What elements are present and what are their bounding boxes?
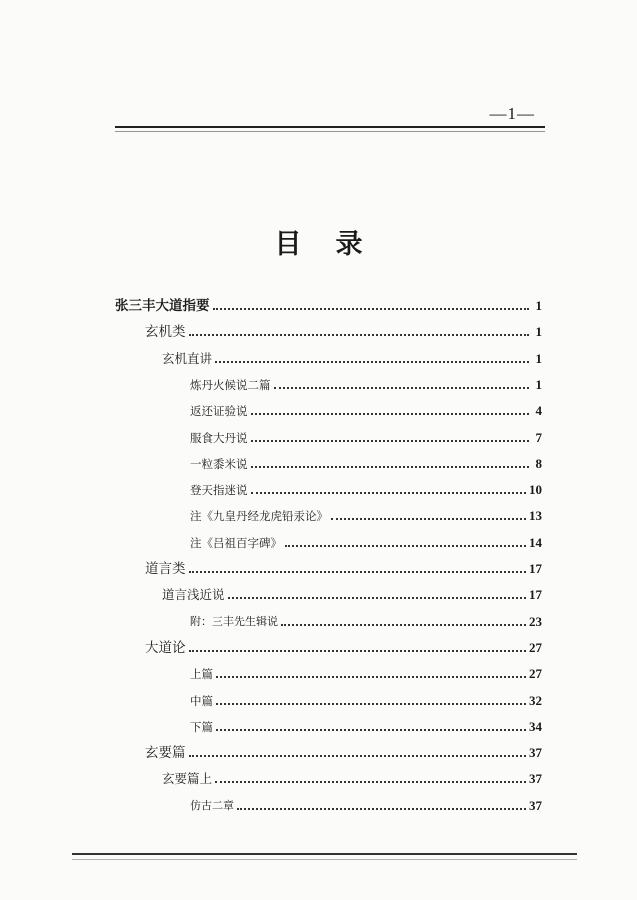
toc-dot-leader bbox=[189, 571, 527, 573]
toc-entry bbox=[190, 371, 542, 393]
toc-entry-page: 8 bbox=[535, 455, 542, 471]
toc-dot-leader bbox=[251, 492, 527, 494]
toc-dot-leader bbox=[189, 650, 527, 652]
toc-entry bbox=[190, 687, 542, 709]
toc-dot-leader bbox=[215, 781, 526, 783]
toc-dot-leader bbox=[281, 624, 526, 626]
page-number: —1— bbox=[489, 104, 535, 123]
toc-entry-label: 服食大丹说 bbox=[190, 430, 248, 445]
footer-rule-thin bbox=[72, 859, 577, 860]
toc-entry-page: 1 bbox=[535, 298, 542, 313]
toc-dot-leader bbox=[251, 413, 530, 415]
toc-entry-page: 27 bbox=[529, 666, 542, 682]
toc-entry-page: 13 bbox=[529, 508, 542, 524]
toc-entry-label: 玄要篇上 bbox=[162, 771, 213, 787]
toc-entry bbox=[145, 555, 542, 577]
toc-dot-leader bbox=[274, 387, 530, 389]
toc-entry-page: 14 bbox=[529, 534, 542, 550]
toc-entry-label: 张三丰大道指要 bbox=[115, 298, 210, 314]
header-rule-thin bbox=[115, 131, 545, 132]
toc-entry bbox=[190, 529, 542, 551]
toc-entry-page: 17 bbox=[529, 561, 542, 576]
toc-entry-page: 23 bbox=[529, 613, 542, 629]
toc-entry-page: 1 bbox=[535, 350, 542, 366]
toc-entry-page: 34 bbox=[529, 718, 542, 734]
toc-entry-page: 10 bbox=[529, 482, 542, 498]
toc-entry-label: 玄机类 bbox=[145, 324, 186, 341]
toc-entry-label: 注《吕祖百字碑》 bbox=[190, 535, 282, 550]
toc-entry bbox=[190, 502, 542, 524]
toc-entry bbox=[190, 792, 542, 814]
header-rule bbox=[115, 126, 545, 128]
toc-entry-label: 一粒黍米说 bbox=[190, 456, 248, 471]
toc-entry-label: 注《九皇丹经龙虎铅汞论》 bbox=[190, 509, 328, 524]
toc-entry-label: 道言浅近说 bbox=[162, 587, 225, 603]
toc-entry-label: 玄机直讲 bbox=[162, 350, 213, 366]
toc-entry bbox=[190, 476, 542, 498]
toc-dot-leader bbox=[237, 808, 526, 810]
toc-entry bbox=[145, 634, 542, 656]
toc-entry-page: 7 bbox=[535, 429, 542, 445]
toc-dot-leader bbox=[331, 518, 526, 520]
toc-entry-label: 附：三丰先生辑说 bbox=[190, 614, 278, 628]
toc-entry-page: 17 bbox=[529, 587, 542, 603]
toc-entry-label: 仿古二章 bbox=[190, 798, 234, 812]
footer-rule bbox=[72, 853, 577, 855]
toc-entry bbox=[190, 713, 542, 735]
toc-dot-leader bbox=[251, 440, 530, 442]
toc-entry bbox=[115, 292, 542, 314]
toc-dot-leader bbox=[189, 755, 527, 757]
toc-dot-leader bbox=[216, 703, 526, 705]
toc-dot-leader bbox=[215, 361, 529, 363]
toc-entry-label: 上篇 bbox=[190, 667, 213, 682]
toc-entry-label: 道言类 bbox=[145, 561, 186, 577]
toc-entry bbox=[162, 765, 542, 787]
toc-entry-page: 4 bbox=[535, 403, 542, 419]
toc-entry-label: 玄要篇 bbox=[145, 745, 186, 762]
toc-entry-page: 32 bbox=[529, 692, 542, 708]
toc-entry bbox=[145, 739, 542, 761]
toc-entry bbox=[190, 397, 542, 419]
toc-entry bbox=[190, 424, 542, 446]
toc-entry-page: 27 bbox=[529, 639, 542, 655]
toc-entry bbox=[190, 660, 542, 682]
toc-title: 目录 bbox=[274, 229, 397, 260]
toc-dot-leader bbox=[189, 334, 530, 336]
toc-dot-leader bbox=[285, 545, 526, 547]
toc-entry bbox=[190, 608, 542, 630]
toc-entry-label: 大道论 bbox=[145, 639, 186, 656]
toc-entry bbox=[145, 318, 542, 340]
toc-entry-label: 炼丹火候说二篇 bbox=[190, 377, 271, 392]
toc-entry-label: 返还证验说 bbox=[190, 404, 248, 419]
toc-entry-page: 37 bbox=[529, 745, 542, 761]
toc-dot-leader bbox=[213, 308, 530, 310]
toc-entry bbox=[162, 345, 542, 367]
toc-entry-page: 1 bbox=[535, 324, 542, 340]
toc-dot-leader bbox=[251, 466, 530, 468]
toc-entry bbox=[190, 450, 542, 472]
toc-entry-label: 中篇 bbox=[190, 693, 213, 708]
toc-dot-leader bbox=[216, 729, 526, 731]
toc-dot-leader bbox=[216, 676, 526, 678]
toc-entry-label: 登天指迷说 bbox=[190, 483, 248, 498]
toc-dot-leader bbox=[228, 597, 526, 599]
toc-entry bbox=[162, 581, 542, 603]
toc-entry-page: 1 bbox=[535, 376, 542, 392]
toc-entry-label: 下篇 bbox=[190, 719, 213, 734]
toc-entry-page: 37 bbox=[529, 797, 542, 813]
toc-entry-page: 37 bbox=[529, 771, 542, 787]
